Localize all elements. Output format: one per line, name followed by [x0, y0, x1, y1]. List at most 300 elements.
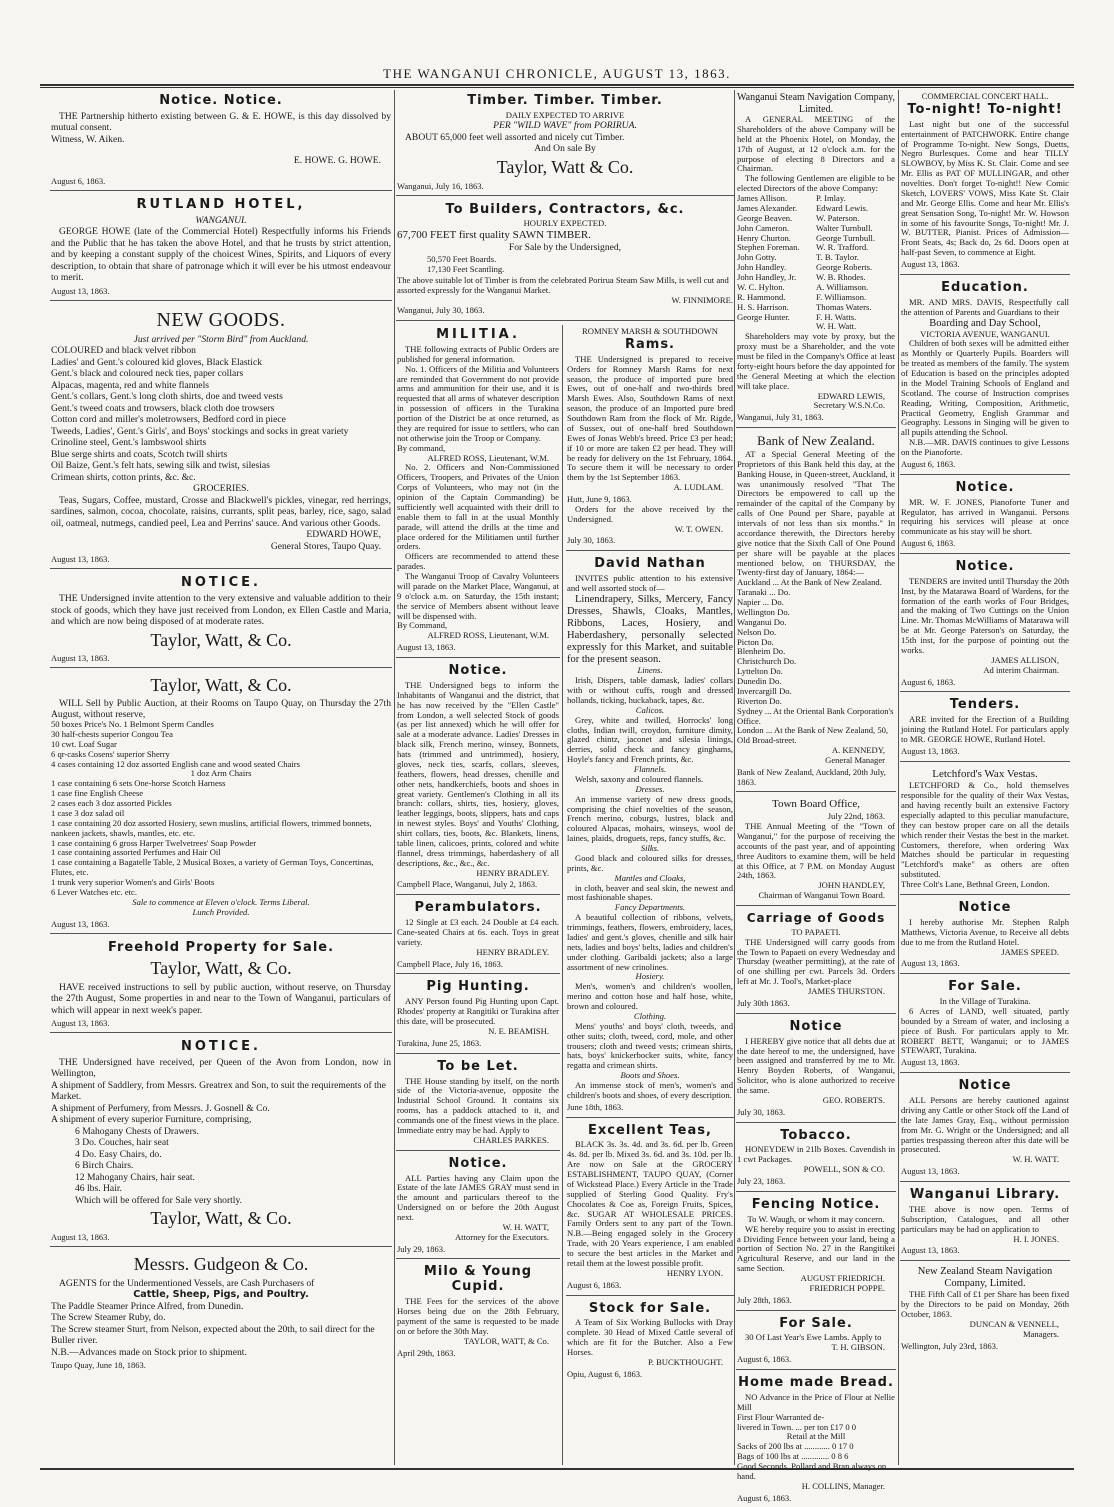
ad-signer: TAYLOR, WATT, & Co.	[463, 1335, 549, 1346]
director-name: W. B. Rhodes.	[816, 272, 866, 282]
auction-item: 30 half-chests superior Congou Tea	[51, 728, 173, 739]
ad-firm: Taylor, Watt, & Co.	[150, 957, 292, 978]
bank-place: Napier ... Do.	[737, 597, 784, 608]
bank-london: London ... At the Bank of New Zealand, 50, Old Broad-street.	[737, 725, 889, 746]
ad-subtitle: Boarding and Day School,	[929, 317, 1041, 329]
section-heading: Clothing.	[633, 1010, 667, 1021]
director-name: John Cameron.	[737, 222, 790, 233]
bank-place: Taranaki ... Do.	[737, 587, 791, 598]
ad-date: Campbell Place, Wanganui, July 2, 1863.	[397, 879, 538, 890]
ad-title: MILITIA.	[436, 327, 520, 342]
ad-signer: JAMES THURSTON.	[807, 986, 885, 997]
bank-place: Nelson Do.	[737, 626, 777, 637]
ad-signer: EDWARD LEWIS,	[817, 390, 885, 401]
ad-subtitle: Just arrived per "Storm Bird" from Auckland.	[133, 333, 309, 345]
ad-body: THE Undersigned begs to inform the Inhabitants of Wanganui and the district, that he has now received by the "Ellen Castle" from London, a well selected Stock of goods (as per list annexed) which he will offer for sale at a moderate advance. Ladies' Dresses in black silk, French merino, winsey, Bonnets, hats (trimmed and untrimmed), hosiery, gloves, neck ties, scarfs, collars, sleeves, feathers, flowers, head dresses, chenille and other nets, handkerchiefs, boots and shoes in great variety. Gentlemen's Clothing in all its branch: collars, shirts, ties, hosiery, gloves, leather leggings, boots, slippers, hats and caps in newest styles. Boys' and Youths' Clothing, shirt collars, ties, boots, &c. Blankets, linens, table linen, calicoes, prints, colored and white flannel, dress trimmings, haberdashery of all descriptions, &c., &c., &c.	[397, 679, 559, 868]
ad-body: AT a Special General Meeting of the Proprietors of this Bank held this day, at the Banking House, in Queen-street, Auckland, it was unanimously resolved "That The Directors be empowered to call up the remainder of the capital of the Company by calls of One Pound per Share, payable at intervals of not less than six months." In accordance therewith, the Directors hereby give notice that the Sixth Call of One Pound per share will be payable at the places mentioned below, on THURSDAY, the Twenty-first day of January, 1864:—	[737, 448, 895, 578]
militia-order-3: Officers are recommended to attend these parades.	[397, 551, 559, 572]
ad-body: ALL Persons are hereby cautioned against driving any Cattle or other Stock off the Land of the late James Gray, Esq., without permission from Mr. G. Wright or the Undersigned; and all parties trespassing thereon after this date will be prosecuted.	[901, 1095, 1069, 1155]
auction-item: 1 case containing 6 gross Harper Twelvetrees' Soap Powder	[51, 837, 257, 848]
ad-freehold	[50, 937, 392, 1033]
ad-pig-hunting	[396, 977, 560, 1053]
ad-body: TENDERS are invited until Thursday the 20th Inst, by the Matarawa Board of Wardens, for the formation of the earth works of Four Bridges, and the making of Two Cuttings on the Union Line. Mr. Thomas McWilliams of Matarawa will be at Mr. George Paterson's on Saturday, the 15th inst, for the purpose of pointing out the works.	[901, 575, 1069, 655]
goods-line: Gent.'s tweed coats and trowsers, black cloth doe trowsers	[51, 402, 275, 414]
ad-signer: A. KENNEDY,	[831, 745, 885, 756]
ad-date: July 30, 1863.	[737, 1106, 786, 1117]
ad-signer-title: Chairman of Wanganui Town Board.	[758, 890, 885, 901]
ad-title: David Nathan	[594, 556, 706, 572]
ad-new-goods	[50, 304, 392, 570]
ad-signer: POWELL, SON & CO.	[803, 1164, 885, 1175]
ad-signer: A. LUDLAM.	[673, 482, 723, 493]
ad-witness: Witness, W. Aiken.	[51, 133, 125, 145]
ad-closing: Which will be offered for Sale very shortly.	[75, 1194, 243, 1206]
ad-date: August 6, 1863.	[51, 175, 106, 186]
ad-signer-2: FRIEDRICH POPPE.	[809, 1282, 885, 1293]
ad-title: Wanganui Steam Navigation Company, Limited.	[737, 92, 895, 115]
ad-town-board	[736, 795, 896, 906]
auction-item: 1 doz Arm Chairs	[190, 768, 252, 779]
ad-date: August 13, 1863.	[51, 653, 110, 664]
ad-date: June 18th, 1863.	[567, 1101, 624, 1112]
militia-intro: THE following extracts of Public Orders are published for general information.	[397, 343, 559, 364]
ad-date: August 6, 1863.	[737, 1354, 792, 1365]
ad-body: THE Annual Meeting of the "Town of Wanganui," for the purpose of receiving the accounts of the past year, and of appointing three Auditors to examine them, will be held at this Office, at 7 P.M. on Monday August 24th, 1863.	[737, 821, 895, 881]
ad-nb: N.B.—Advances made on Stock prior to shipment.	[51, 1346, 247, 1358]
ad-body: A GENERAL MEETING of the Shareholders of the above Company will be held at the Phoenix Hotel, on Monday, the 17th of August, at 12 o'clock a.m. for the purpose of electing 8 Directors and a Chairman.	[737, 114, 895, 174]
ad-date: Turakina, June 25, 1863.	[397, 1037, 482, 1048]
director-name: George Beaven.	[737, 212, 793, 223]
section-body: A beautiful collection of ribbons, velvets, trimmings, feathers, flowers, embroidery, laces, ladies' and gent.'s gloves, chenille and silk hair nets, ladies and boys' belts, ladies and children's under clothing. Garibaldi jackets; also a large assortment of new crinolines.	[567, 912, 733, 972]
director-name: Walter Turnbull.	[816, 222, 873, 233]
ad-body-2: The following Gentlemen are eligible to be elected Directors of the above Company:	[737, 173, 895, 194]
ad-signer-title: Managers.	[1022, 1328, 1059, 1339]
builders-date: Wanganui, July 30, 1863.	[397, 305, 485, 316]
ad-body: Last night but one of the successful entertainment of PATCHWORK. Entire change of Programme To-night. New Songs, Duetts, Negro Burlesques. Come and hear TILLY SLOWBOY, by Miss K. St. Clair. Come and see Mr. Ellis as PAT OF MULLINGAR, and other novelties. Don't forget To-night!! New Comic Sketch, LOVERS' VOWS, Miss Kate St. Clair and Mr. George Ellis. Come and hear Mr. Ellis's great Sensation Song, To-night! Mr. W. Howson in some of his favourite Songs, To-night! Mr. J. W. BUTTER, Pianist. Prices of Admission—Front Seats, 4s; Back do, 2s 6d. Doors open at half-past Seven, to commence at Eight.	[901, 118, 1069, 258]
ad-notice-tenders	[900, 557, 1070, 692]
director-name: W. Paterson.	[816, 212, 860, 223]
ad-subtitle: In the Village of Turakina.	[939, 996, 1031, 1007]
section-body: Irish, Dispers, table damask, ladies' collars with or without cuffs, rough and dressed hollands, ticking, huckaback, tapes, &c.	[567, 675, 733, 705]
auction-lunch: Lunch Provided.	[192, 906, 250, 917]
ad-date: August 6, 1863.	[901, 676, 956, 687]
ad-title: Taylor, Watt, & Co.	[150, 675, 292, 696]
ad-signer: HENRY BRADLEY.	[476, 867, 549, 878]
ad-title: To be Let.	[437, 1058, 519, 1074]
ad-title: Excellent Teas,	[588, 1122, 712, 1138]
ad-rams	[566, 325, 734, 551]
ad-signer: HENRY BRADLEY.	[476, 946, 549, 957]
ad-title: Stock for Sale.	[588, 1300, 712, 1316]
director-name: F. Williamson.	[816, 291, 867, 302]
ad-body: THE Undersigned will carry goods from the Town to Papaeti on every Wednesday and Thursday (weather permitting), at the rate of of one shilling per cwt. Parcels 3d. Orders left at Mr. J. Tool's, Market-place	[737, 936, 895, 987]
ad-date: Wanganui, July 31, 1863.	[737, 412, 824, 423]
ad-builders	[396, 199, 734, 321]
goods-line: Crinoline steel, Gent.'s lambswool shirts	[51, 437, 207, 449]
director-name: W. C. Hylton.	[737, 281, 785, 292]
goods-line: Gent.'s collars, Gent.'s long cloth shirts, doe and tweed vests	[51, 391, 283, 403]
director-name: F. H. Watts.	[816, 311, 857, 322]
section-heading: Dresses.	[635, 783, 665, 794]
ad-date: July 28th, 1863.	[737, 1294, 792, 1305]
ad-date: Hutt, June 9, 1863.	[567, 494, 632, 505]
ad-title: Pig Hunting.	[426, 979, 530, 995]
auction-item: 1 case containing assorted Perfumes and Hair Oil	[51, 847, 221, 858]
ad-title: Bank of New Zealand.	[757, 433, 875, 449]
ad-signer: AUGUST FRIEDRICH.	[800, 1273, 885, 1284]
auction-item: 2 cases each 3 doz assorted Pickles	[51, 798, 172, 809]
ad-signer: JAMES ALLISON,	[991, 654, 1059, 665]
ad-signers: E. HOWE. G. HOWE.	[293, 154, 381, 166]
director-name: A. Williamson.	[816, 281, 869, 292]
furniture-item: 46 lbs. Hair.	[75, 1183, 122, 1195]
director-name: Henry Churton.	[737, 232, 791, 243]
ad-title: Carriage of Goods	[746, 911, 886, 925]
ad-title: Wanganui Library.	[909, 1186, 1061, 1202]
goods-line: Gent.'s black and coloured neck ties, paper collars	[51, 368, 244, 380]
ad-for-sale-land	[900, 977, 1070, 1073]
column-divider	[898, 90, 899, 1465]
ad-title: Notice	[958, 1078, 1012, 1094]
ad-signer-title: Ad interim Chairman.	[983, 664, 1059, 675]
ad-date: Campbell Place, July 16, 1863.	[397, 958, 504, 969]
ad-date: August 13, 1863.	[51, 1018, 110, 1029]
section-heading: Silks.	[640, 843, 660, 854]
ad-line: ABOUT 65,000 feet well assorted and nicely cut Timber.	[405, 131, 625, 143]
director-name: James Alexander.	[737, 202, 798, 213]
goods-line: COLOURED and black velvet ribbon	[51, 345, 196, 357]
ad-title: NEW GOODS.	[156, 308, 286, 331]
ad-title: NOTICE.	[181, 575, 261, 591]
ad-body: THE Undersigned invite attention to the very extensive and valuable addition to their stock of goods, which they have just received from London, ex Ellen Castle and Maria, and which are now being disposed of at moderate rates.	[51, 593, 391, 628]
ad-signer: W. H. WATT.	[1012, 1154, 1059, 1165]
ad-line: And On sale By	[534, 143, 596, 155]
ad-signer: W. H. WATT,	[502, 1221, 549, 1232]
vessel-line: The Screw Steamer Ruby, do.	[51, 1312, 166, 1324]
ad-date: August 13, 1863.	[901, 259, 960, 270]
bank-sydney: Sydney ... At the Oriental Bank Corporation's Office.	[737, 705, 894, 726]
section-heading: Linens.	[637, 665, 663, 676]
ad-title: Notice.	[448, 1155, 508, 1171]
ad-notice-taylor-watt	[50, 572, 392, 668]
section-body: Grey, white and twilled, Horrocks' long cloths, Indian twill, croydon, furniture dimity, glazed chintz, jaconet and silesia linings, derries, solid check and fancy ginghams, Hoyle's fancy and French prints, &c.	[567, 714, 733, 765]
ad-signer-2: W. T. OWEN.	[674, 523, 723, 534]
section-body: Mens' youths' and boys' cloth, tweeds, and other suits; cloth, tweed, cord, mole, and other trousers; cloth and tweed vests; crimean shirts, hats, boys' knickerbocker suits, white, fancy regatta and crimean shirts.	[567, 1020, 733, 1071]
ad-body: THE House standing by itself, on the north side of the Victoria-avenue, opposite the Industrial School Ground. It contains six rooms, has a paddock attached to it, and commands one of the finest views in the place. Immediate entry may be had. Apply to	[397, 1075, 559, 1135]
ad-line: To W. Waugh, or whom it may concern.	[747, 1213, 885, 1224]
ad-date: August 6, 1863.	[901, 458, 956, 469]
ad-firm: Taylor, Watt, & Co.	[150, 629, 292, 650]
ad-date: Wellington, July 23rd, 1863.	[901, 1340, 999, 1351]
ad-date: August 6, 1863.	[737, 1492, 792, 1503]
auction-item: 6 qr-casks Cosens' superior Sherry	[51, 748, 170, 759]
shipment-line: A shipment of Perfumery, from Messrs. J. Gosnell & Co.	[51, 1102, 270, 1114]
bank-place: Picton Do.	[737, 636, 774, 647]
ad-notice-roberts	[736, 1017, 896, 1123]
auction-item: 50 boxes Price's No. 1 Belmont Sperm Candles	[51, 719, 214, 730]
column-divider	[734, 90, 735, 1465]
director-name: George Hunter.	[737, 311, 790, 322]
header-rule	[40, 84, 1074, 86]
auction-item: 1 trunk very superior Women's and Girls' Boots	[51, 877, 215, 888]
ad-date: August 13, 1863.	[901, 1245, 960, 1256]
ad-perambulators	[396, 898, 560, 974]
ad-body: ANY Person found Pig Hunting upon Capt. Rhodes' property at Rangitiki or Turakina after this date, will be prosecuted.	[397, 996, 559, 1027]
section-heading: Flannels.	[633, 764, 667, 775]
ad-subtitle: WANGANUI.	[195, 214, 247, 226]
ad-line: DAILY EXPECTED TO ARRIVE	[505, 109, 625, 120]
ad-partnership-notice	[50, 90, 392, 191]
ad-body: GEORGE HOWE (late of the Commercial Hotel) Respectfully informs his Friends and the Public that he has taken the above Hotel, and that he trusts by strict attention, and by keeping a constant supply of the choicest Wines, Spirits, and Liquors of every description, to obtain that share of patronage which it will ever be his utmost endeavour to merit.	[51, 226, 391, 284]
ad-intro: INVITES public attention to his extensive and well assorted stock of—	[567, 573, 733, 594]
ad-signer: JAMES SPEED.	[1001, 946, 1059, 957]
section-heading: Calicos.	[635, 704, 665, 715]
ad-address: Three Colt's Lane, Bethnal Green, London.	[901, 879, 1050, 890]
ad-body: THE Fees for the services of the above Horses being due on the 28th February, payment of the same is requested to be made on or before the 30th May.	[397, 1296, 559, 1336]
ad-carriage	[736, 909, 896, 1014]
ad-body: LETCHFORD & Co., hold themselves responsible for the quality of their Wax Vestas, and having recently built an extensive Factory especially adapted to this peculiar manufacture, they can bestow proper care on all the details which render their Vestas the best in the market. Customers, therefore, when ordering Wax Matches should be particular in requesting "Letchford's make" as others are often substituted.	[901, 780, 1069, 880]
ad-line: For Sale by the Undersigned,	[508, 242, 622, 254]
ad-title: Tenders.	[949, 697, 1021, 713]
ad-goods: Cattle, Sheep, Pigs, and Poultry.	[133, 1289, 309, 1301]
ad-title: For Sale.	[779, 1315, 853, 1331]
ad-to-let	[396, 1057, 560, 1151]
ad-firm: Taylor, Watt & Co.	[496, 156, 634, 177]
ad-date: August 13, 1863.	[51, 285, 110, 296]
ad-body: THE Undersigned is prepared to receive Orders for Romney Marsh Rams for next season, the produce of imported pure bred Ewes, out of one-half and two-thirds bred Marsh Ewes. Also, Southdown Rams of next season, the produce of an Imported pure bred Southdown Ram from the flock of Mr. Rigde, of Sussex, out of one-half bred Southdown Ewes of Jonas Webb's breed. Price £3 per head; if 10 or more are taken £2 per head. They will be ready for delivery on the 1st February, 1864. To secure them it will be necessary to order them by the 1st September 1863.	[567, 353, 733, 483]
builders-signer: W. FINNIMORE.	[671, 295, 733, 306]
militia-signer: ALFRED ROSS, Lieutenant, W.M.	[427, 452, 549, 463]
ad-label: COMMERCIAL CONCERT HALL.	[921, 91, 1049, 101]
ad-signer: EDWARD HOWE,	[306, 529, 381, 541]
ad-david-nathan	[566, 554, 734, 1117]
ad-signer: HENRY LYON.	[666, 1267, 723, 1278]
ad-body: MR. AND MRS. DAVIS, Respectfully call the attention of Parents and Guardians to their	[901, 296, 1069, 317]
director-name: George Roberts.	[816, 262, 873, 273]
ad-concert	[900, 90, 1070, 275]
ad-body: A Team of Six Working Bullocks with Dray complete. 30 Head of Mixed Cattle several of which are fit for the Butcher. Also a Few Horses.	[567, 1317, 733, 1358]
ad-gudgeon	[50, 1250, 392, 1374]
ad-body: ARE invited for the Erection of a Building joining the Rutland Hotel. For particulars apply to MR. GEORGE HOWE, Rutland Hotel.	[901, 714, 1069, 745]
price-line: First Flour Warranted de-	[737, 1411, 825, 1422]
bank-place: Lyttelton Do.	[737, 666, 783, 677]
ad-title: Notice.	[955, 479, 1015, 495]
auction-item: 6 Lever Watches etc. etc.	[51, 886, 137, 897]
section-body: An immense variety of new dress goods, comprising the chief novelties of the season, French merino, coburgs, lustres, black and coloured Alpacas, mohairs, winseys, wool de laines, plaids, droguets, reps, fancy stuffs, &c.	[567, 793, 733, 844]
goods-line: Alpacas, magenta, red and white flannels	[51, 379, 209, 391]
ad-title: New Zealand Steam Navigation Company, Limited.	[917, 1266, 1053, 1290]
ad-title: Notice	[789, 1018, 843, 1034]
militia-order-2: No. 2. Officers and Non-Commissioned Officers, Troopers, and Privates of the Union Corps of Volunteers, who may not (in the opinion of the Captain Commanding) be sufficiently well acquainted with their drill to enable them to fall in at the usual Monthly parade, will attend the drills at the time and place ordered for the Militiamen until further orders.	[397, 462, 559, 552]
ad-title: Education.	[941, 279, 1029, 295]
ad-date: August 13, 1863.	[397, 642, 456, 653]
bank-place: Blenheim Do.	[737, 646, 786, 657]
director-name: James Allison.	[737, 193, 788, 203]
militia-order-4: The Wanganui Troop of Cavalry Volunteers will parade on the Market Place, Wanganui, at 9 o'clock a.m. on Saturday, the 15th instant; the service of Members absent without leave will be dispensed with.	[397, 571, 559, 621]
builders-boards: 50,570 Feet Boards.	[427, 253, 497, 264]
ad-body: BLACK 3s. 3s. 4d. and 3s. 6d. per lb. Green 4s. 8d. per lb. Mixed 3s. 6d. and 3s. 10d. per lb. Are now on Sale at the GROCERY ESTABLISHMENT, TAUPO QUAY, (Corner of Wickstead Place.) Every Article in the Trade supplied of Sterling Good Quality. Fry's Chocolates & Coe as, Foreign Fruits, Spices, &c. SUGAR AT WHOLESALE PRICES. Family Orders sent to any part of the Town. N.B.—Being engaged solely in the Grocery Trade, with 20 Years experience, I am enabled to secure the best articles in the Market and retail them at the lowest possible profit.	[567, 1139, 733, 1268]
auction-sale-note: Sale to commence at Eleven o'clock. Terms Liberal.	[132, 896, 310, 907]
ad-tobacco	[736, 1126, 896, 1192]
ad-title-2: Rams.	[624, 336, 675, 352]
ad-notice-jones	[900, 478, 1070, 554]
ad-notice-speed	[900, 898, 1070, 974]
ad-library	[900, 1185, 1070, 1261]
ad-notice-watt	[900, 1076, 1070, 1182]
ad-date: Opiu, August 6, 1863.	[567, 1368, 643, 1379]
price-line: Sacks of 200 lbs at ............ 0 17 0	[737, 1441, 854, 1452]
column-3	[736, 90, 896, 1503]
director-name: T. B. Taylor.	[816, 252, 859, 263]
price-line: Retail at the Mill	[786, 1431, 846, 1442]
ad-body: WILL Sell by Public Auction, at their Rooms on Taupo Quay, on Thursday the 27th August, without reserve,	[51, 698, 391, 721]
section-body: An immense stock of men's, women's and children's boots and shoes, of every description.	[567, 1080, 733, 1100]
bank-place: Auckland ... At the Bank of New Zealand.	[737, 577, 882, 588]
ad-title: Timber. Timber. Timber.	[467, 93, 663, 108]
ad-tenders	[900, 695, 1070, 761]
section-body: Men's, women's and children's woollen, merino and cotton hose and half hose, white, brown and coloured.	[567, 981, 733, 1012]
director-name: R. Hammond.	[737, 291, 786, 302]
ad-firm: Taylor, Watt, & Co.	[150, 1208, 292, 1229]
ad-title: Milo & Young Cupid.	[423, 1264, 533, 1295]
ad-date: August 13, 1863.	[51, 918, 110, 929]
ad-title: Freehold Property for Sale.	[107, 940, 335, 956]
ad-place: VICTORIA AVENUE, WANGANUI.	[920, 328, 1050, 339]
director-name: Stephen Foreman.	[737, 242, 800, 253]
ad-line: 67,700 FEET first quality SAWN TIMBER.	[397, 229, 591, 242]
builders-body: The above suitable lot of Timber is from the celebrated Porirua Steam Saw Mills, is well cut and assorted expressly for the Wanganui Market.	[397, 274, 729, 295]
price-line: Good Seconds, Pollard and Bran always on hand.	[737, 1461, 887, 1481]
ad-signer-address: General Stores, Taupo Quay.	[270, 540, 381, 552]
ad-body: 12 Single at £3 each. 24 Double at £4 each. Cane-seated Chairs at 6s. each. Toys in great variety.	[397, 917, 559, 947]
ad-date: August 6, 1863.	[901, 538, 956, 549]
ad-title: Notice.	[448, 662, 508, 678]
column-divider	[394, 90, 395, 1465]
ad-date: July 23, 1863.	[737, 1176, 786, 1187]
militia-order-1: No. 1. Officers of the Militia and Volunteers are reminded that Government do not provide arms and ammunition for their use, and it is requested that all arms of whatever description in possession of officers in the Turakina portion of the District be at once returned, as they are required for issue to settlers, who can not otherwise join the Troop or Company.	[397, 363, 559, 443]
ad-date: July 30th 1863.	[737, 997, 790, 1008]
ad-fencing	[736, 1195, 896, 1311]
goods-line: Cotton cord and miller's moletrowsers, Bedford cord in piece	[51, 414, 286, 426]
groceries-heading: GROCERIES.	[193, 483, 249, 495]
furniture-item: 6 Mahogany Chests of Drawers.	[75, 1125, 199, 1137]
ad-title: Notice	[958, 899, 1012, 915]
director-name: John Gotty.	[737, 252, 777, 263]
ad-signer: H. COLLINS, Manager.	[801, 1480, 885, 1491]
ad-title: To Builders, Contractors, &c.	[445, 201, 685, 217]
militia-signer: ALFRED ROSS, Lieutenant, W.M.	[427, 630, 549, 641]
directors-list	[737, 194, 895, 332]
shipment-line: A shipment of Saddlery, from Messrs. Greatrex and Son, to suit the requirements of the Market.	[51, 1079, 386, 1103]
ad-date: April 29th, 1863.	[397, 1347, 456, 1358]
ad-title: Town Board Office,	[772, 798, 860, 811]
ad-bank-nz	[736, 431, 896, 792]
section-body: Welsh, saxony and coloured flannels.	[575, 773, 704, 784]
section-heading: Boots and Shoes.	[620, 1070, 680, 1081]
furniture-item: 3 Do. Couches, hair seat	[75, 1137, 169, 1149]
ad-title: Perambulators.	[414, 900, 542, 916]
builders-scantling: 17,130 Feet Scantling.	[427, 264, 505, 275]
column-4	[900, 90, 1070, 1465]
ad-signer: T. H. GIBSON.	[831, 1342, 885, 1353]
furniture-item: 4 Do. Easy Chairs, do.	[75, 1148, 162, 1160]
ad-body: HAVE received instructions to sell by public auction, without reserve, on Thursday the 27th August, Some properties in and near to the Town of Wanganui, particulars of which will appear in next week's paper.	[51, 981, 391, 1016]
director-name: Thomas Waters.	[816, 301, 872, 312]
ad-for-sale-lambs	[736, 1314, 896, 1370]
ad-militia	[396, 325, 560, 658]
bank-place: Invercargill Do.	[737, 685, 792, 696]
ad-body: NO Advance in the Price of Flour at Nellie Mill	[737, 1391, 895, 1412]
ad-title: Messrs. Gudgeon & Co.	[133, 1254, 309, 1275]
bank-place: Riverton Do.	[737, 695, 782, 706]
ad-steam-navigation	[736, 90, 896, 428]
goods-line: Blue serge shirts and coats, Scotch twill shirts	[51, 448, 228, 460]
column-divider	[562, 325, 563, 1465]
column-2-right	[566, 325, 734, 1465]
ad-notice-gray	[396, 1154, 560, 1260]
price-line: livered in Town. ... per ton £17 0 0	[737, 1421, 857, 1432]
ad-body: MR. W. F. JONES, Pianoforte Tuner and Regulator, has arrived in Wanganui. Persons requiring his services will please at once communicate as his stay will be short.	[901, 496, 1069, 537]
ad-date-top: July 22nd, 1863.	[827, 811, 885, 822]
section-heading: Hosiery.	[635, 971, 665, 982]
column-2-left	[396, 325, 560, 1465]
ad-stock-sale	[566, 1299, 734, 1384]
section-heading: Mantles and Cloaks,	[614, 872, 686, 883]
ad-title: Letchford's Wax Vestas.	[932, 767, 1038, 780]
furniture-item: 12 Mahogany Chairs, hair seat.	[75, 1171, 195, 1183]
ad-title: Fencing Notice.	[751, 1196, 881, 1212]
militia-cmd: By command,	[397, 442, 446, 453]
director-name: W. R. Trafford.	[816, 242, 869, 253]
ad-body: WE hereby require you to assist in erecting a Dividing Fence between your land, being a portion of Section No. 27 in the Rangitikei Agricultural Reserve, and our land in the same Section.	[737, 1223, 895, 1274]
auction-item: 1 case fine English Cheese	[51, 788, 144, 799]
ad-rutland-hotel	[50, 194, 392, 301]
column-1	[50, 90, 392, 1465]
bank-place: Christchurch Do.	[737, 656, 797, 667]
ad-signer-title: General Manager	[825, 755, 885, 766]
section-heading: Fancy Departments.	[614, 902, 686, 913]
ad-date: August 13, 1863.	[901, 1057, 960, 1068]
ad-title: NOTICE.	[181, 1039, 261, 1055]
director-name: W. H. Watt.	[816, 321, 857, 332]
ad-signer-title: Attorney for the Executors.	[454, 1231, 549, 1242]
ad-date: Wanganui, July 16, 1863.	[397, 180, 484, 191]
page-header: THE WANGANUI CHRONICLE, AUGUST 13, 1863.	[383, 66, 731, 81]
price-line: Bags of 100 lbs at ............. 0 8 6	[737, 1451, 849, 1462]
auction-item: 4 cases containing 12 doz assorted English cane and wood seated Chairs	[51, 758, 300, 769]
ad-title: For Sale.	[948, 979, 1022, 995]
ad-signer: JOHN HANDLEY,	[818, 880, 885, 891]
auction-item: 1 case containing 20 doz assorted Hosiery, sewn muslins, artificial flowers, trimmed bonnets, nankeen jackets, shawls, mantles, etc. etc.	[51, 817, 372, 838]
director-name: John Handley.	[737, 262, 787, 273]
ad-body-2: Orders for the above received by the Undersigned.	[567, 503, 733, 524]
ad-title: ROMNEY MARSH & SOUTHDOWN	[582, 326, 718, 336]
ad-line: HOURLY EXPECTED.	[523, 218, 607, 229]
ad-title: RUTLAND HOTEL,	[136, 196, 306, 212]
ad-signer: N. E. BEAMISH.	[488, 1025, 549, 1036]
auction-item: 1 case containing 6 sets One-horse Scotch Harness	[51, 778, 226, 789]
goods-line: Crimean shirts, cotton prints, &c. &c.	[51, 471, 196, 483]
ad-body: I HEREBY give notice that all debts due at the date hereof to me, the undersigned, have been assigned and transferred by me to Mr. Henry Boyden Roberts, of Wanganui, Solicitor, who is alone authorized to receive the same.	[737, 1035, 895, 1095]
director-name: H. S. Harrison.	[737, 301, 789, 312]
ad-signer: GEO. ROBERTS.	[822, 1094, 885, 1105]
vessel-line: The Paddle Steamer Prince Alfred, from Dunedin.	[51, 1300, 244, 1312]
ad-signer: DUNCAN & VENNELL,	[969, 1318, 1059, 1329]
section-body: in cloth, beaver and seal skin, the newest and most fashionable shapes.	[567, 882, 733, 903]
section-body: Good black and coloured silks for dresses, prints, &c.	[567, 852, 733, 873]
auction-item: 1 case containing a Bagatelle Table, 2 Musical Boxes, a variety of German Toys, Concertinas, Flutes, etc.	[51, 857, 374, 878]
bank-place: Dunedin Do.	[737, 676, 782, 687]
